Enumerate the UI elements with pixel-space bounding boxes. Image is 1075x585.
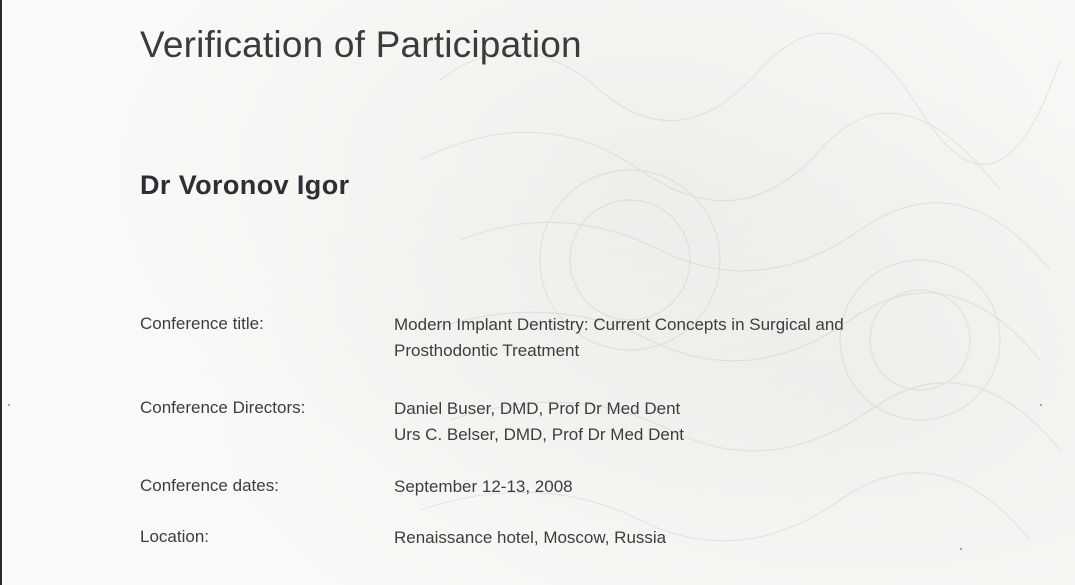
scan-speck [8, 404, 10, 406]
conference-directors-value [394, 396, 684, 448]
conference-title-line: Prosthodontic Treatment [394, 341, 580, 360]
conference-title-value [394, 312, 844, 364]
director-line: Daniel Buser, DMD, Prof Dr Med Dent [394, 399, 681, 418]
page-title: Verification of Participation [140, 24, 582, 65]
conference-dates-value: September 12-13, 2008 [394, 477, 573, 496]
conference-dates-label: Conference dates: [140, 476, 279, 495]
conference-directors-label: Conference Directors: [140, 398, 306, 417]
location-value: Renaissance hotel, Moscow, Russia [394, 528, 667, 547]
scan-speck [1040, 404, 1042, 406]
participant-name: Dr Voronov Igor [140, 170, 350, 200]
scan-speck [960, 548, 962, 550]
conference-title-line: Modern Implant Dentistry: Current Concepts in Surgical and [394, 315, 844, 334]
location-label: Location: [140, 527, 209, 546]
page-left-border [0, 0, 2, 585]
director-line: Urs C. Belser, DMD, Prof Dr Med Dent [394, 425, 685, 444]
conference-title-label: Conference title: [140, 314, 264, 333]
